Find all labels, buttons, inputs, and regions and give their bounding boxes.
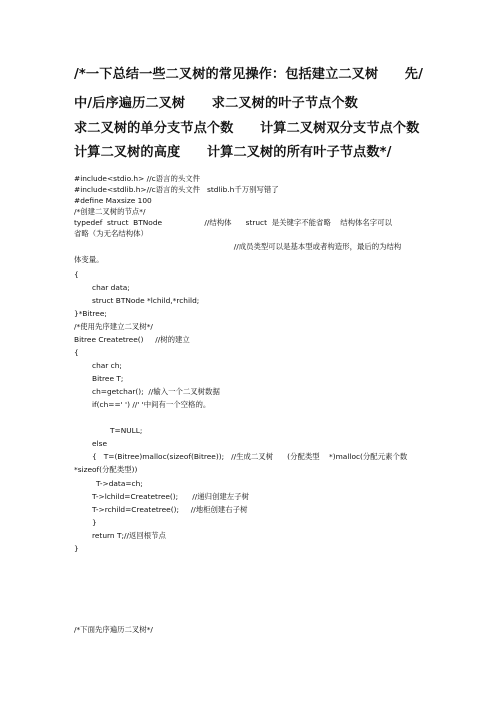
code-line: struct BTNode *lchild,*rchild;	[92, 296, 200, 305]
code-line: return T;//返回根节点	[92, 531, 166, 540]
code-line: //成员类型可以是基本型或者构造形，最后的为结构	[74, 242, 402, 251]
heading-line-2: 中/后序遍历二叉树 求二叉树的叶子节点个数	[74, 96, 358, 111]
code-line: #include<stdlib.h>//c语言的头文件 stdlib.h千万别写错了	[74, 185, 279, 194]
code-line: {	[74, 348, 79, 357]
code-line: Bitree T;	[92, 374, 124, 383]
code-line: { T=(Bitree)malloc(sizeof(Bitree)); //生成二叉树 (分配类型 *)malloc(分配元素个数	[92, 452, 408, 461]
code-line: char data;	[92, 283, 130, 292]
heading-line-1: /*一下总结一些二叉树的常见操作：包括建立二叉树 先/	[74, 67, 424, 82]
code-comment-line: /*下面先序遍历二叉树*/	[74, 625, 153, 634]
code-line: T->rchild=Createtree(); //地柜创建右子树	[92, 505, 248, 514]
code-line: T=NULL;	[110, 426, 143, 435]
code-line: #define Maxsize 100	[74, 196, 152, 205]
code-line: T->data=ch;	[96, 479, 143, 488]
code-line: typedef struct BTNode //结构体 struct 是关键字不能省略 结构体名字可以	[74, 218, 392, 227]
code-line: else	[92, 439, 107, 448]
code-line: {	[74, 270, 79, 279]
code-line: #include<stdio.h> //c语言的头文件	[74, 174, 201, 183]
code-line: 省略（为无名结构体）	[74, 229, 148, 238]
code-line: *sizeof(分配类型))	[74, 465, 138, 474]
code-comment-line: /*使用先序建立二叉树*/	[74, 322, 153, 331]
code-line: T->lchild=Createtree(); //递归创建左子树	[92, 492, 249, 501]
code-line: }	[92, 518, 97, 527]
heading-line-3: 求二叉树的单分支节点个数 计算二叉树双分支节点个数	[74, 121, 420, 136]
code-line: if(ch==' ') //' '中间有一个空格的。	[92, 400, 211, 409]
code-line: Bitree Createtree() //树的建立	[74, 335, 190, 344]
heading-line-4: 计算二叉树的高度 计算二叉树的所有叶子节点数*/	[74, 145, 392, 160]
code-comment-line: /*创建二叉树的节点*/	[74, 207, 146, 216]
code-line: ch=getchar(); //输入一个二叉树数据	[92, 387, 220, 396]
code-line: }*Bitree;	[74, 309, 107, 318]
code-line: 体变量。	[74, 255, 104, 264]
code-line: }	[74, 544, 79, 553]
code-line: char ch;	[92, 361, 122, 370]
